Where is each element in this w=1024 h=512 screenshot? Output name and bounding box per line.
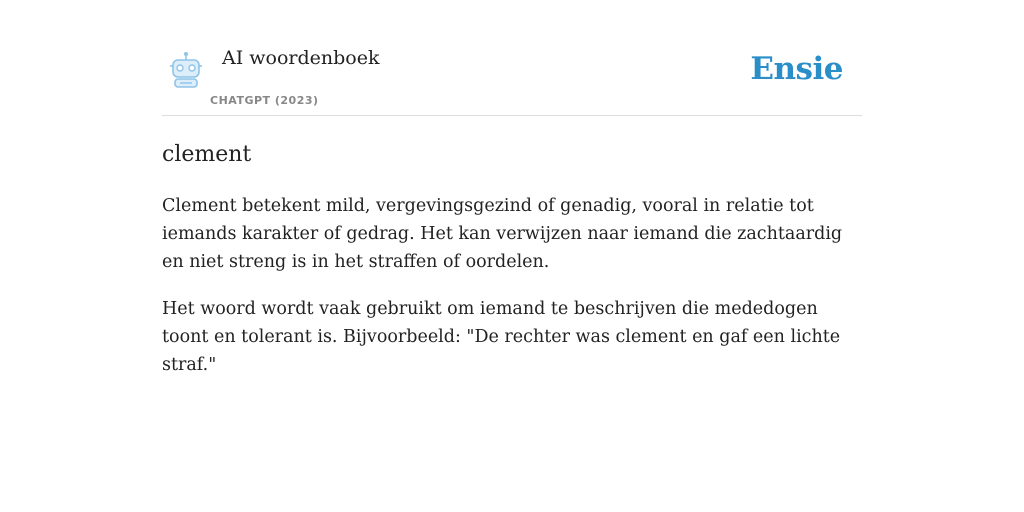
header xyxy=(162,0,862,116)
source-label: CHATGPT (2023) xyxy=(210,94,319,107)
ensie-logo[interactable]: Ensie xyxy=(750,51,843,87)
robot-icon xyxy=(166,51,206,91)
entry-word: clement xyxy=(162,142,252,167)
definition-paragraph: Clement betekent mild, vergevingsgezind of genadig, vooral in relatie tot iemands karakter of gedrag. Het kan verwijzen naar iemand die zachtaardig en niet streng is in het straffen of oordelen. xyxy=(162,196,843,272)
definition-paragraph: Het woord wordt vaak gebruikt om iemand te beschrijven die mededogen toont en tolerant is. Bijvoorbeeld: "De rechter was clement en gaf een lichte straf." xyxy=(162,299,841,375)
dictionary-page xyxy=(162,0,862,379)
app-title: AI woordenboek xyxy=(222,47,380,69)
